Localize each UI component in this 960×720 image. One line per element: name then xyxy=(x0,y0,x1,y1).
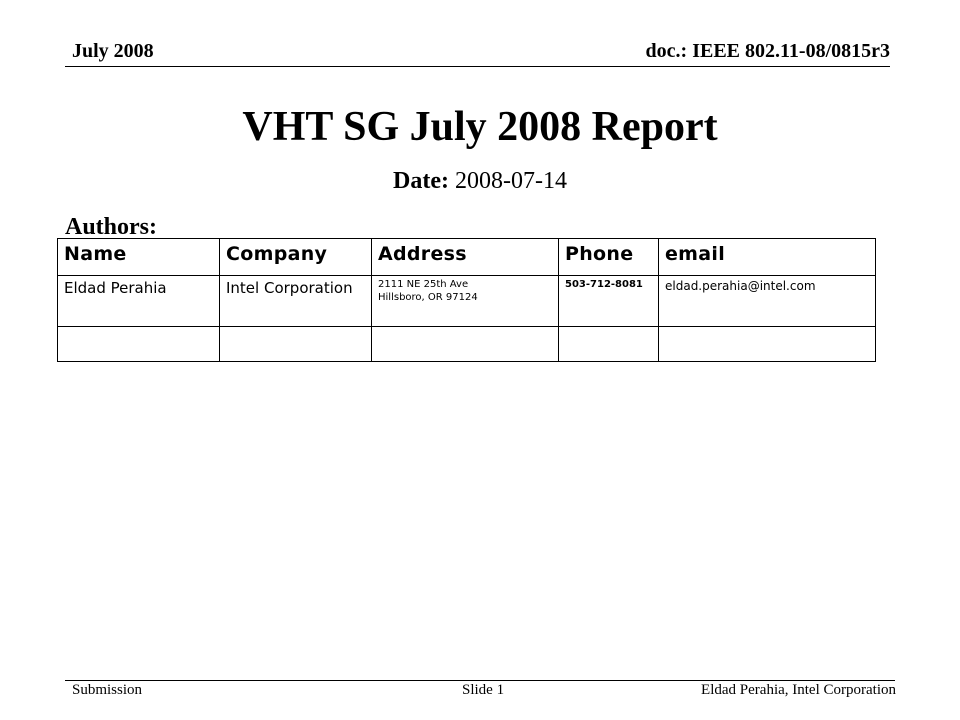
author-company-cell xyxy=(220,327,372,362)
column-header-email: email xyxy=(659,239,876,276)
authors-table-header-row xyxy=(58,239,876,276)
date-line xyxy=(0,168,960,195)
author-address-cell xyxy=(372,327,559,362)
authors-table xyxy=(57,238,876,362)
footer-submission: Submission xyxy=(72,682,143,698)
author-name-cell: Eldad Perahia xyxy=(58,276,220,327)
author-phone-cell: 503-712-8081 xyxy=(559,276,659,327)
date-value: 2008-07-14 xyxy=(454,168,567,194)
table-row xyxy=(58,276,876,327)
footer-divider xyxy=(65,680,895,681)
author-company-cell: Intel Corporation xyxy=(220,276,372,327)
footer-author: Eldad Perahia, Intel Corporation xyxy=(701,682,896,698)
author-phone-cell xyxy=(559,327,659,362)
footer-slide-number: Slide 1 xyxy=(462,682,505,698)
column-header-name: Name xyxy=(58,239,220,276)
author-email-cell xyxy=(659,327,876,362)
header-date: July 2008 xyxy=(72,40,154,62)
author-email-cell: eldad.perahia@intel.com xyxy=(659,276,876,327)
author-address-cell: 2111 NE 25th Ave Hillsboro, OR 97124 xyxy=(372,276,559,327)
column-header-company: Company xyxy=(220,239,372,276)
header-doc-id: doc.: IEEE 802.11-08/0815r3 xyxy=(645,40,890,62)
author-name-cell xyxy=(58,327,220,362)
authors-label: Authors: xyxy=(65,214,158,240)
header-divider xyxy=(65,66,890,67)
column-header-phone: Phone xyxy=(559,239,659,276)
slide-title: VHT SG July 2008 Report xyxy=(242,104,718,150)
date-label: Date: xyxy=(393,168,449,194)
table-row xyxy=(58,327,876,362)
column-header-address: Address xyxy=(372,239,559,276)
